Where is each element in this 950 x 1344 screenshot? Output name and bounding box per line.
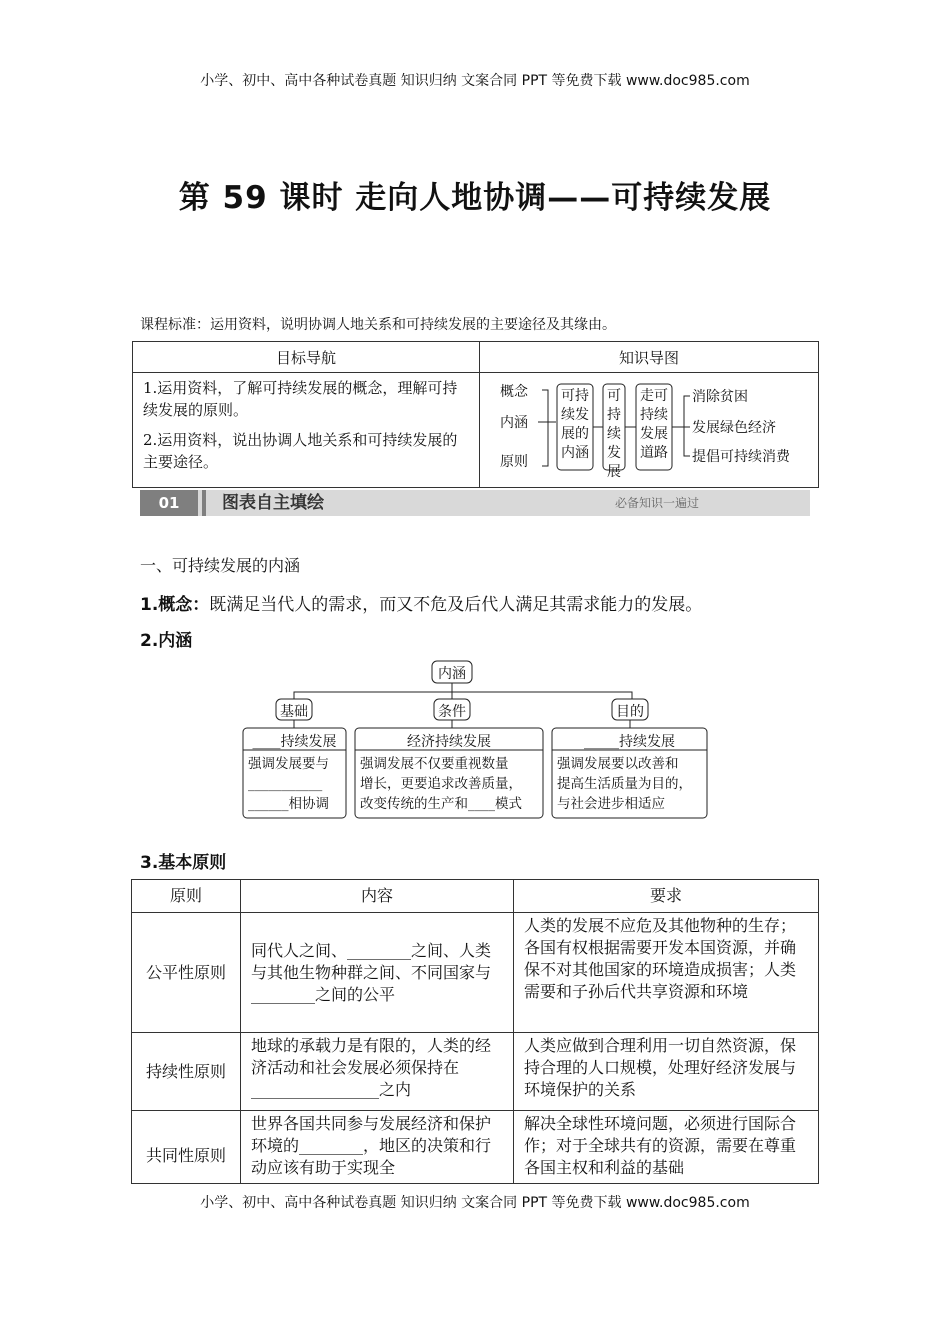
goal-1: 1.运用资料，了解可持续发展的概念，理解可持续发展的原则。 [143,379,458,419]
table-cut-line [131,1183,819,1184]
concept-line [140,590,702,615]
table-row [132,1033,819,1111]
box3-line: 提高生活质量为目的， [557,776,692,792]
mm-left-2: 内涵 [500,415,528,431]
principles-header: 原则 [132,880,241,913]
concept-text: 既满足当代人的需求，而又不危及后代人满足其需求能力的发展。 [209,595,703,615]
page-footer: 小学、初中、高中各种试卷真题 知识归纳 文案合同 PPT 等免费下载 www.doc985.com [200,1195,750,1211]
box2-line: 改变传统的生产和____模式 [360,796,522,812]
nav-table [132,341,819,488]
box1-body [248,754,329,814]
diagram-label-goal: 目的 [616,704,644,720]
section-heading: 一、可持续发展的内涵 [140,556,301,575]
box3-line: 与社会进步相适应 [557,796,665,812]
principle-requirement: 人类应做到合理利用一切自然资源，保持合理的人口规模，处理好经济发展与环境保护的关系 [514,1033,819,1111]
principle-requirement: 人类的发展不应危及其他物种的生存；各国有权根据需要开发本国资源，并确保不对其他国家的环境造成损害；人类需要和子孙后代共享资源和环境 [514,913,819,1033]
mm-left-3: 原则 [500,454,528,470]
mm-right-3: 提倡可持续消费 [692,449,790,465]
page-title: 第 59 课时 走向人地协调——可持续发展 [178,180,772,216]
principle-content: 世界各国共同参与发展经济和保护环境的________，地区的决策和行动应该有助于实现全 [241,1111,514,1201]
principles-header: 要求 [514,880,819,913]
box1-line: ______相协调 [248,796,329,812]
diagram-root: 内涵 [438,666,466,682]
box3-title: _____持续发展 [584,734,675,750]
nav-col-goals: 目标导航 [133,342,480,373]
diagram-label-basis: 基础 [280,704,308,720]
principles-table [131,879,819,1201]
banner-divider [202,490,206,516]
principles-label: 3.基本原则 [140,853,227,873]
box2-line: 强调发展不仅要重视数量 [360,756,509,772]
principle-name: 共同性原则 [132,1111,241,1201]
principle-name: 公平性原则 [132,913,241,1033]
mm-left-1: 概念 [500,384,528,400]
banner-title: 图表自主填绘 [222,493,324,513]
diagram-label-condition: 条件 [438,704,466,720]
banner-number: 01 [140,490,198,516]
box3-line: 强调发展要以改善和 [557,756,679,772]
box2-body [360,754,522,814]
table-row [132,913,819,1033]
course-standard: 课程标准：运用资料，说明协调人地关系和可持续发展的主要途径及其缘由。 [140,317,616,333]
mindmap [480,374,818,486]
section-banner [140,490,810,516]
mm-box-2: 可持续发展 [607,388,621,480]
connotation-label: 2.内涵 [140,631,193,651]
box2-line: 增长，更要追求改善质量， [360,776,522,792]
principle-name: 持续性原则 [132,1033,241,1111]
principles-header: 内容 [241,880,514,913]
mindmap-cell [480,373,819,488]
goals-cell [133,373,480,488]
banner-subtitle: 必备知识一遍过 [615,496,700,510]
box1-line: 强调发展要与 [248,756,329,772]
connotation-diagram [240,658,710,820]
mm-box-3: 走可持续发展道路 [640,388,668,461]
principle-requirement: 解决全球性环境问题，必须进行国际合作；对于全球共有的资源，需要在尊重各国主权和利益的基础 [514,1111,819,1201]
box2-title: 经济持续发展 [407,734,491,750]
mm-box-1: 可持续发展的内涵 [561,388,589,461]
mm-right-2: 发展绿色经济 [692,420,776,436]
box3-body [557,754,692,814]
principle-content: 同代人之间、________之间、人类与其他生物种群之间、不同国家与________之间的公平 [241,913,514,1033]
box1-line: ___________ [248,776,323,792]
box1-title: ____持续发展 [252,734,337,750]
page-header: 小学、初中、高中各种试卷真题 知识归纳 文案合同 PPT 等免费下载 www.doc985.com [200,73,750,89]
goal-2: 2.运用资料，说出协调人地关系和可持续发展的主要途径。 [143,431,458,471]
concept-label: 1.概念： [140,595,210,615]
principle-content: 地球的承载力是有限的，人类的经济活动和社会发展必须保持在________________之内 [241,1033,514,1111]
mm-right-1: 消除贫困 [692,389,748,405]
nav-col-map: 知识导图 [480,342,819,373]
